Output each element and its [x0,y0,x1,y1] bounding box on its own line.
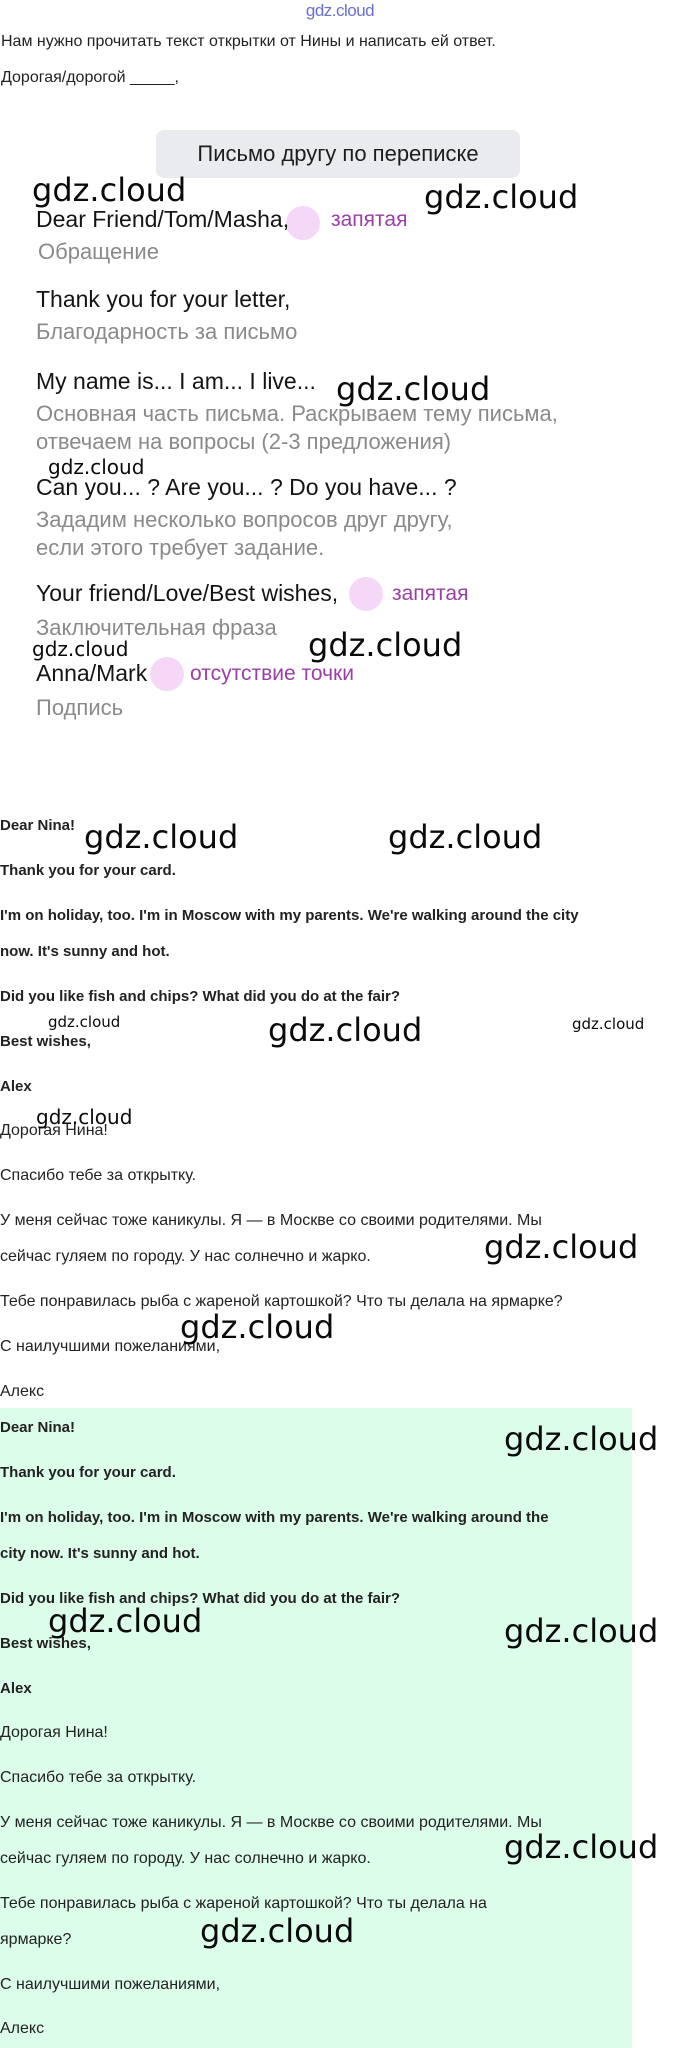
scheme-thanks-ru: Благодарность за письмо [36,319,298,344]
intro-line-1: Нам нужно прочитать текст открытки от Нины и написать ей ответ. [1,33,496,50]
letter-ru-1-greeting: Дорогая Нина! [0,1122,108,1139]
watermark: gdz.cloud [48,455,145,479]
scheme-closing-comma: , [331,580,339,606]
scheme-greeting-text: Dear Friend/Tom/Masha [36,206,283,232]
letter-ru-1-line2: сейчас гуляем по городу. У нас солнечно и жарко. [0,1248,371,1265]
letter-en-1-closing: Best wishes, [0,1033,91,1050]
letter-ru-1-signature: Алекс [0,1383,45,1400]
letter-ru-2-questions2: ярмарке? [0,1931,72,1948]
letter-ru-2-questions1: Тебе понравилась рыба с жареной картошкой? Что ты делала на [0,1895,487,1912]
letter-en-1-line2: now. It's sunny and hot. [0,943,170,960]
scheme-greeting-comma: , [282,206,290,232]
watermark: gdz.cloud [572,1015,645,1033]
scheme-title: Письмо другу по переписке [156,130,520,178]
letter-ru-1-closing: С наилучшими пожеланиями, [0,1338,221,1355]
watermark: gdz.cloud [268,1011,423,1049]
watermark: gdz.cloud [48,1013,121,1031]
watermark: gdz.cloud [424,178,579,216]
scheme-greeting-note: запятая [331,208,408,231]
scheme-questions: Can you... ? Are you... ? Do you have... ? [36,474,457,500]
watermark: gdz.cloud [36,1105,133,1129]
watermark: gdz.cloud [308,626,463,664]
watermark: gdz.cloud [504,1612,659,1650]
scheme-main: My name is... I am... I live... [36,368,316,394]
letter-ru-2-line2: сейчас гуляем по городу. У нас солнечно и жарко. [0,1850,371,1867]
letter-ru-1-thanks: Спасибо тебе за открытку. [0,1167,197,1184]
letter-en-1-questions: Did you like fish and chips? What did you do at the fair? [0,988,401,1005]
letter-en-1-signature: Alex [0,1078,32,1095]
letter-en-2-greeting: Dear Nina! [0,1419,76,1436]
letter-scheme [0,120,680,740]
scheme-main-ru: Основная часть письма. Раскрываем тему письма, отвечаем на вопросы (2-3 предложения) [36,401,558,454]
intro-line-2: Дорогая/дорогой _____, [1,69,179,86]
scheme-closing-text: Your friend/Love/Best wishes [36,580,332,606]
watermark: gdz.cloud [504,1420,659,1458]
scheme-signature: Anna/Mark [36,660,148,686]
scheme-closing-ru: Заключительная фраза [36,615,277,640]
watermark: gdz.cloud [84,818,239,856]
scheme-thanks: Thank you for your letter, [36,286,291,312]
letter-en-2-signature: Alex [0,1680,32,1697]
watermark: gdz.cloud [484,1228,639,1266]
letter-en-2-line1: I'm on holiday, too. I'm in Moscow with my parents. We're walking around the [0,1509,549,1526]
letter-en-1-greeting: Dear Nina! [0,817,76,834]
comma-highlight [286,206,320,240]
scheme-questions-ru: Зададим несколько вопросов друг другу, если этого требует задание. [36,507,453,560]
watermark: gdz.cloud [32,637,129,661]
scheme-closing-note: запятая [392,582,469,605]
letter-en-2-line2: city now. It's sunny and hot. [0,1545,200,1562]
letter-en-1-line1: I'm on holiday, too. I'm in Moscow with my parents. We're walking around the city [0,907,579,924]
site-logo[interactable]: gdz.cloud [305,1,375,20]
letter-ru-2-greeting: Дорогая Нина! [0,1724,108,1741]
letter-ru-2-closing: С наилучшими пожеланиями, [0,1976,221,1993]
scheme-signature-note: отсутствие точки [190,662,354,685]
watermark: gdz.cloud [180,1308,335,1346]
watermark: gdz.cloud [48,1602,203,1640]
letter-en-2-thanks: Thank you for your card. [0,1464,176,1481]
letter-ru-2-signature: Алекс [0,2020,45,2037]
letter-ru-1-questions: Тебе понравилась рыба с жареной картошкой? Что ты делала на ярмарке? [0,1293,563,1310]
watermark: gdz.cloud [388,818,543,856]
scheme-closing [36,580,338,607]
letter-en-2-questions: Did you like fish and chips? What did you do at the fair? [0,1590,401,1607]
watermark: gdz.cloud [336,370,491,408]
letter-en-2-closing: Best wishes, [0,1635,91,1652]
scheme-greeting-ru: Обращение [38,239,159,264]
scheme-greeting [36,206,289,233]
letter-ru-1-line1: У меня сейчас тоже каникулы. Я — в Москве со своими родителями. Мы [0,1212,542,1229]
watermark: gdz.cloud [32,171,187,209]
scheme-signature-ru: Подпись [36,695,124,720]
letter-ru-2-line1: У меня сейчас тоже каникулы. Я — в Москве со своими родителями. Мы [0,1814,542,1831]
letter-ru-2-thanks: Спасибо тебе за открытку. [0,1769,197,1786]
comma-highlight [349,577,383,611]
period-highlight [150,657,184,691]
letter-en-1-thanks: Thank you for your card. [0,862,176,879]
watermark: gdz.cloud [504,1828,659,1866]
watermark: gdz.cloud [200,1912,355,1950]
